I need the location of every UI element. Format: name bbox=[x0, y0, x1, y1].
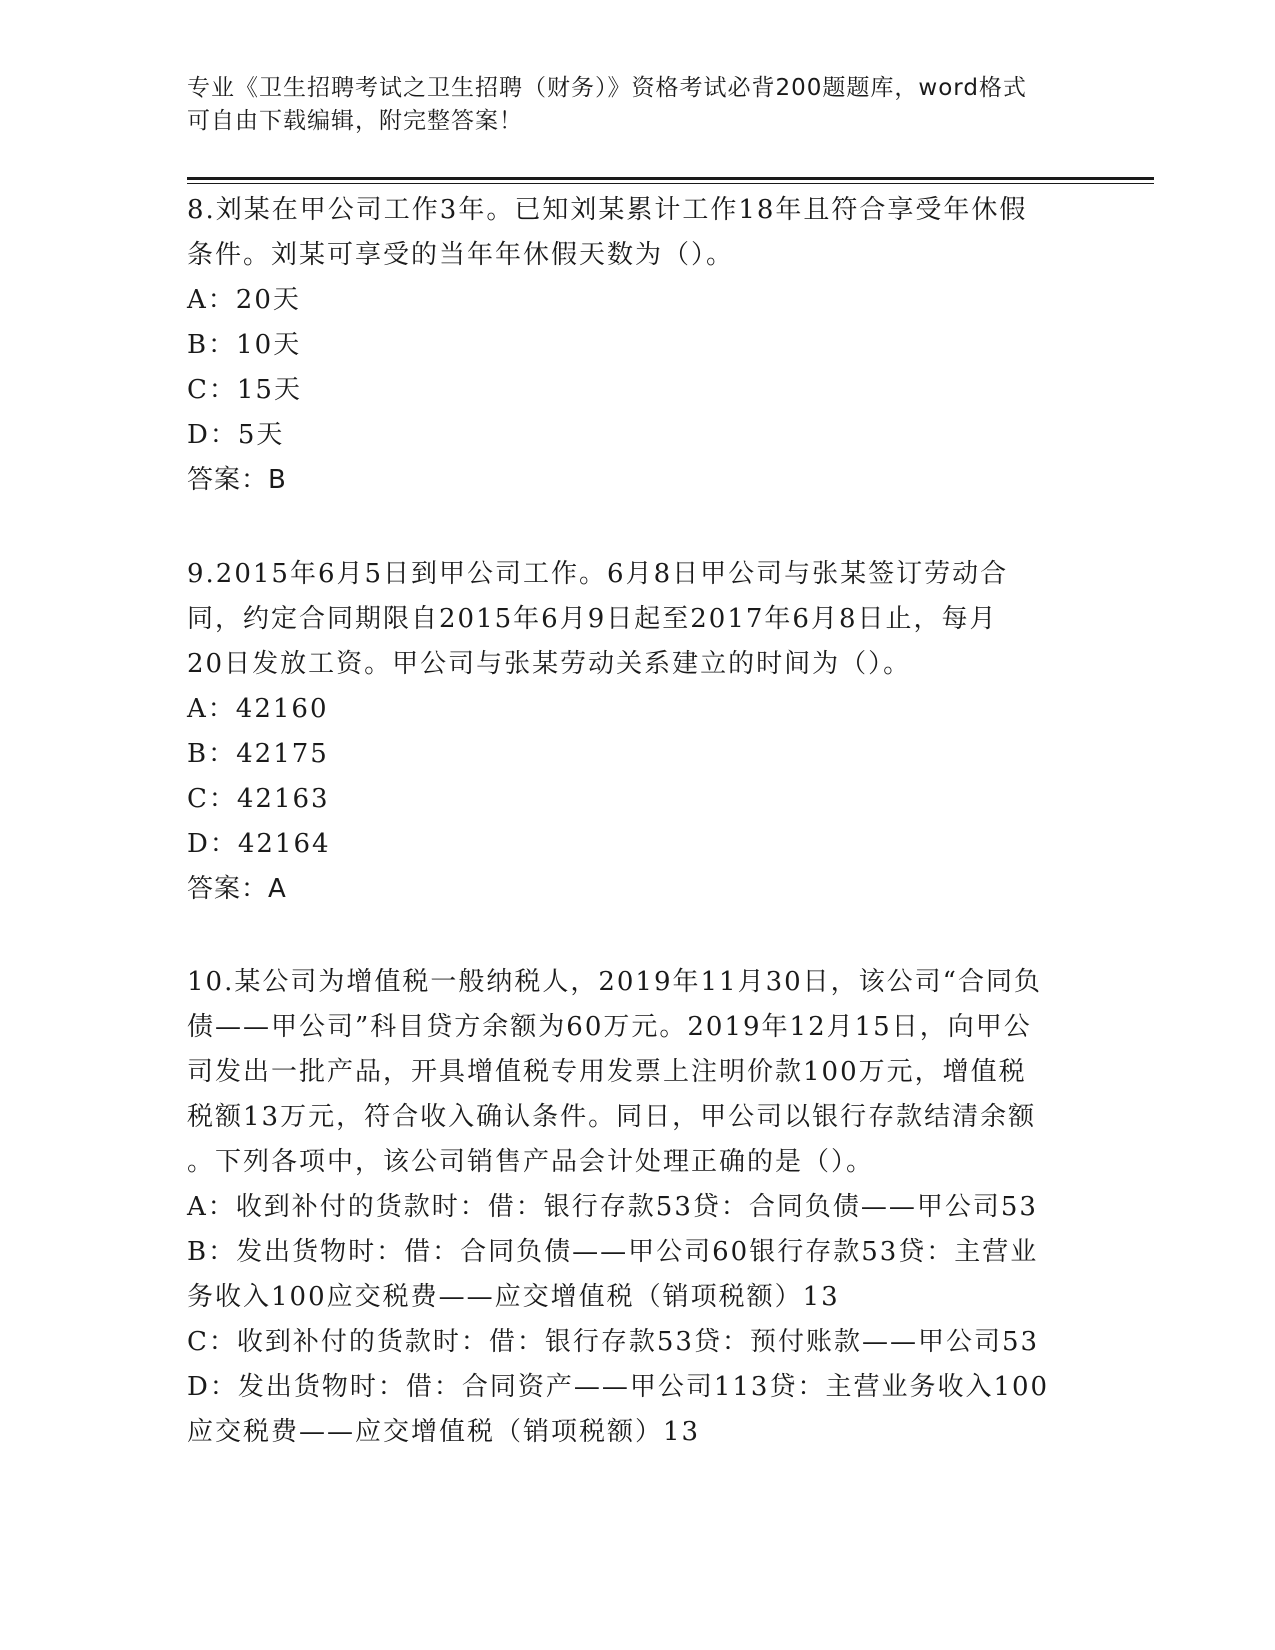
question-text-line: 司发出一批产品，开具增值税专用发票上注明价款100万元，增值税 bbox=[187, 1057, 1027, 1087]
question-text-line: 条件。刘某可享受的当年年休假天数为（）。 bbox=[187, 240, 735, 270]
option-b bbox=[187, 1230, 1087, 1320]
question-text-line: 10.某公司为增值税一般纳税人，2019年11月30日，该公司“合同负 bbox=[187, 967, 1042, 997]
question-text-line: 20日发放工资。甲公司与张某劳动关系建立的时间为（）。 bbox=[187, 649, 912, 679]
option-text-line: 务收入100应交税费——应交增值税（销项税额）13 bbox=[187, 1282, 840, 1312]
question-text-line: 。下列各项中，该公司销售产品会计处理正确的是（）。 bbox=[187, 1147, 875, 1177]
header-divider-thin bbox=[187, 183, 1154, 184]
header-divider-thick bbox=[187, 177, 1154, 180]
question-text-line: 8.刘某在甲公司工作3年。已知刘某累计工作18年且符合享受年休假 bbox=[187, 195, 1028, 225]
answer-label: 答案：A bbox=[187, 874, 287, 904]
option-d: D：5天 bbox=[187, 420, 285, 450]
question-9 bbox=[187, 552, 1087, 912]
option-c: C：15天 bbox=[187, 375, 302, 405]
option-c: C：42163 bbox=[187, 784, 330, 814]
answer-label: 答案：B bbox=[187, 465, 287, 495]
option-d bbox=[187, 1365, 1087, 1455]
option-a bbox=[187, 1185, 1087, 1230]
option-b: B：10天 bbox=[187, 330, 302, 360]
option-text-line: C：收到补付的货款时：借：银行存款53贷：预付账款——甲公司53 bbox=[187, 1327, 1040, 1357]
option-text-line: 应交税费——应交增值税（销项税额）13 bbox=[187, 1417, 701, 1447]
question-text-line: 税额13万元，符合收入确认条件。同日，甲公司以银行存款结清余额 bbox=[187, 1102, 1037, 1132]
option-a: A：42160 bbox=[187, 694, 329, 724]
question-8 bbox=[187, 188, 1087, 503]
header-line-1: 专业《卫生招聘考试之卫生招聘（财务）》资格考试必背200题题库，word格式 bbox=[187, 75, 1027, 101]
question-text-line: 债——甲公司”科目贷方余额为60万元。2019年12月15日，向甲公 bbox=[187, 1012, 1032, 1042]
question-text-line: 同，约定合同期限自2015年6月9日起至2017年6月8日止，每月 bbox=[187, 604, 998, 634]
question-10 bbox=[187, 960, 1087, 1455]
question-text-line: 9.2015年6月5日到甲公司工作。6月8日甲公司与张某签订劳动合 bbox=[187, 559, 1009, 589]
header-line-2: 可自由下载编辑，附完整答案！ bbox=[187, 108, 523, 134]
option-text-line: A：收到补付的货款时：借：银行存款53贷：合同负债——甲公司53 bbox=[187, 1192, 1038, 1222]
option-text-line: D：发出货物时：借：合同资产——甲公司113贷：主营业务收入100 bbox=[187, 1372, 1050, 1402]
option-text-line: B：发出货物时：借：合同负债——甲公司60银行存款53贷：主营业 bbox=[187, 1237, 1039, 1267]
option-c bbox=[187, 1320, 1087, 1365]
option-a: A：20天 bbox=[187, 285, 301, 315]
option-d: D：42164 bbox=[187, 829, 331, 859]
document-header bbox=[187, 72, 1087, 138]
option-b: B：42175 bbox=[187, 739, 329, 769]
